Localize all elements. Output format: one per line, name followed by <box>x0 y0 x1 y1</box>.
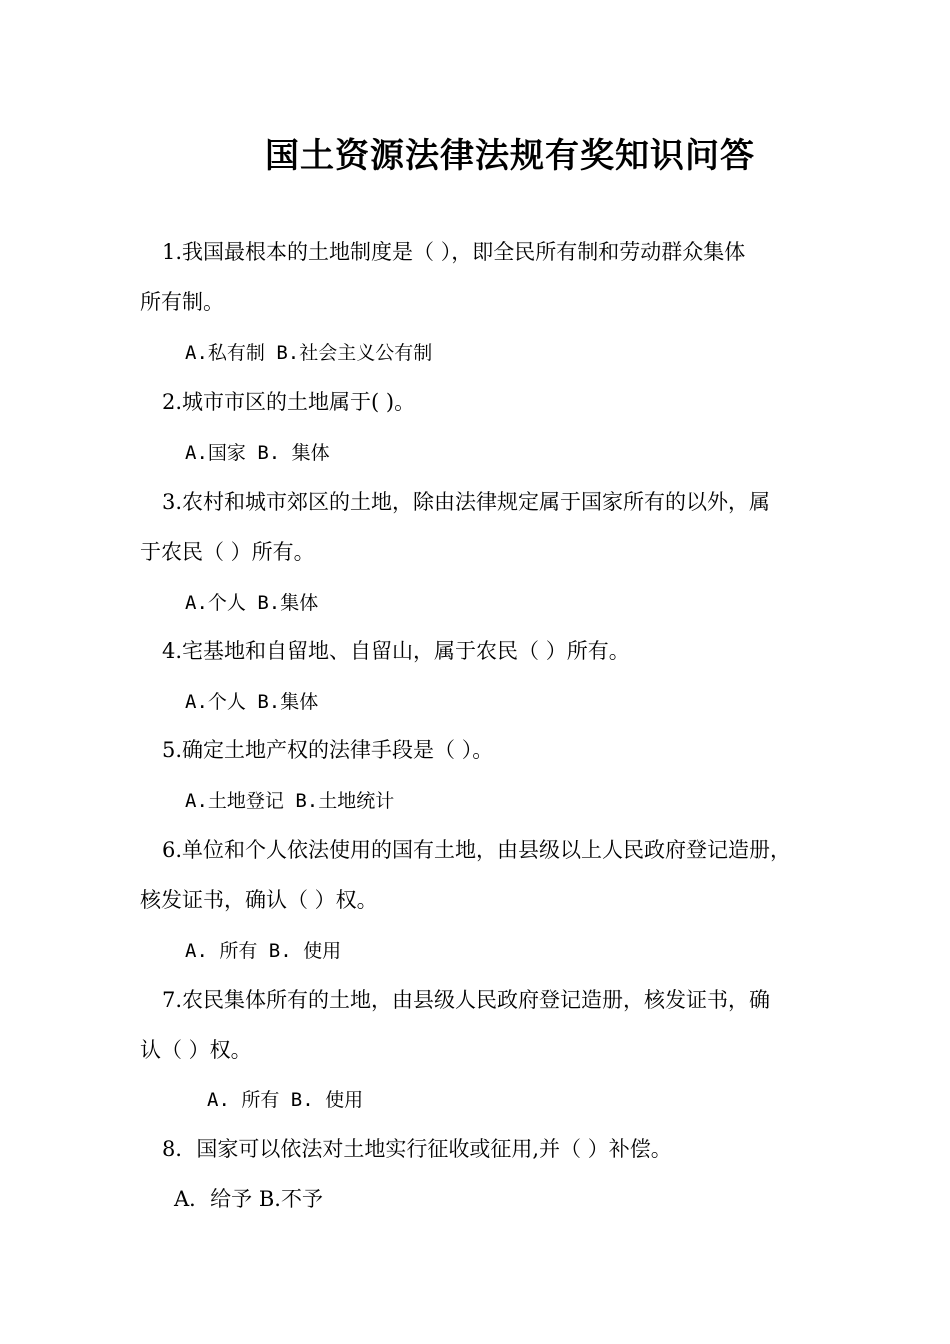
question-7-options: A. 所有 B. 使用 <box>207 1089 364 1111</box>
question-6-options: A. 所有 B. 使用 <box>185 940 342 962</box>
question-1-options: A.私有制 B.社会主义公有制 <box>185 342 433 364</box>
question-3-line-2: 于农民（ ）所有。 <box>140 540 315 564</box>
question-7-line-1: 7.农民集体所有的土地，由县级人民政府登记造册，核发证书，确 <box>162 988 771 1012</box>
question-1-line-1: 1.我国最根本的土地制度是（ ），即全民所有制和劳动群众集体 <box>162 240 746 264</box>
question-6-line-2: 核发证书，确认（ ）权。 <box>140 888 378 912</box>
question-5-options: A.土地登记 B.土地统计 <box>185 790 395 812</box>
question-8-options: A．给予 B.不予 <box>174 1187 323 1211</box>
question-4-line-1: 4.宅基地和自留地、自留山，属于农民（ ）所有。 <box>162 639 630 663</box>
question-2-line-1: 2.城市市区的土地属于( )。 <box>162 390 416 414</box>
question-6-line-1: 6.单位和个人依法使用的国有土地，由县级以上人民政府登记造册， <box>162 838 792 862</box>
question-7-line-2: 认（ ）权。 <box>140 1038 252 1062</box>
question-4-options: A.个人 B.集体 <box>185 691 319 713</box>
document-title: 国土资源法律法规有奖知识问答 <box>265 136 755 176</box>
question-3-line-1: 3.农村和城市郊区的土地，除由法律规定属于国家所有的以外，属 <box>162 490 771 514</box>
question-3-options: A.个人 B.集体 <box>185 592 319 614</box>
question-5-line-1: 5.确定土地产权的法律手段是（ ）。 <box>162 738 494 762</box>
question-1-line-2: 所有制。 <box>140 290 224 314</box>
question-8-line-1: 8．国家可以依法对土地实行征收或征用,并（ ）补偿。 <box>162 1137 672 1161</box>
question-2-options: A.国家 B. 集体 <box>185 442 330 464</box>
